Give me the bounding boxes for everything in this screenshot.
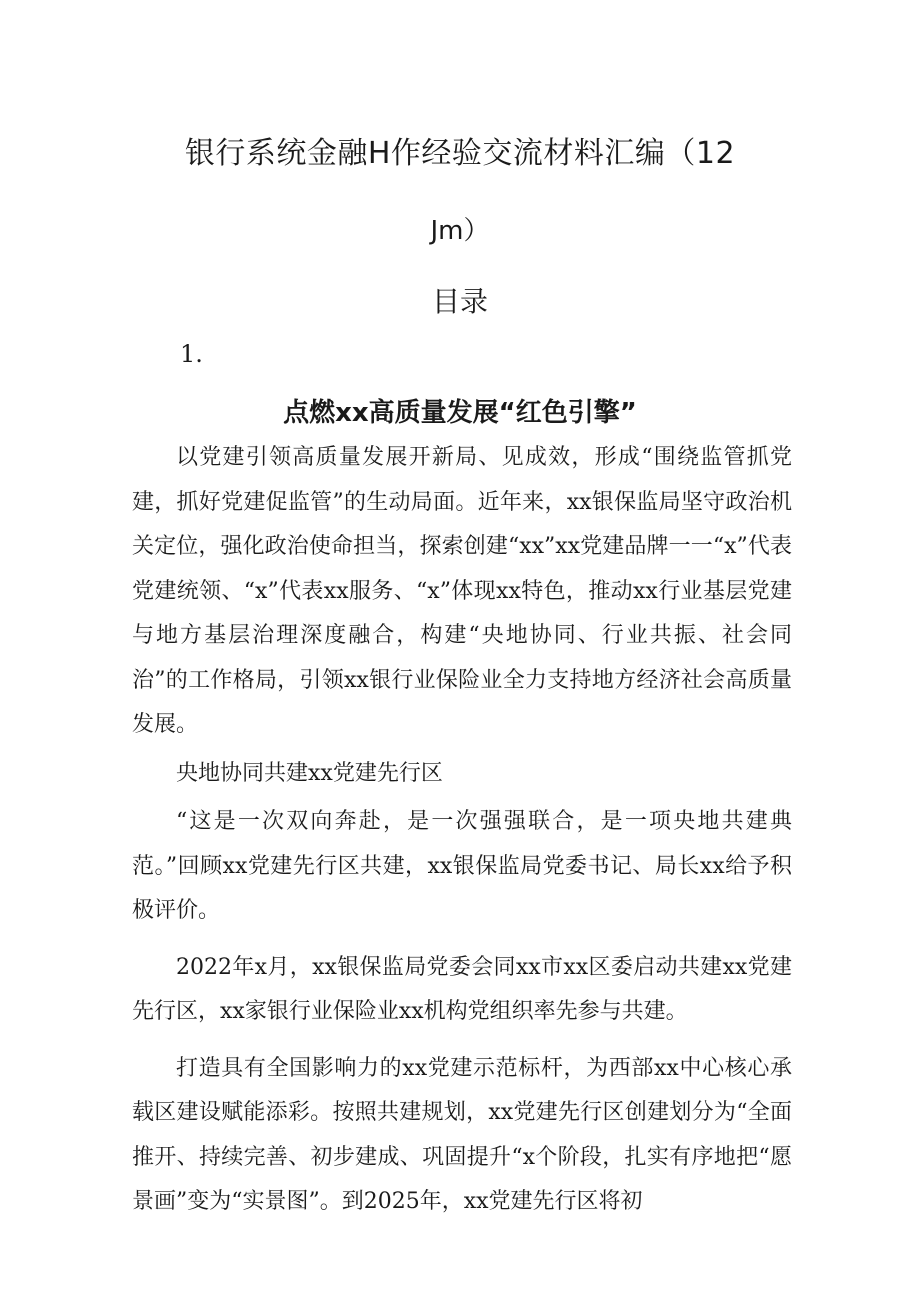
toc-heading: 目录 <box>431 285 488 318</box>
document-body <box>132 436 792 1225</box>
subheading: 央地协同共建xx党建先行区 <box>176 760 443 786</box>
section-title: 点燃xx高质量发展“红色引擎” <box>283 398 637 428</box>
list-number: 1. <box>180 340 203 368</box>
paragraph: “这是一次双向奔赴，是一次强强联合，是一项央地共建典范。”回顾xx党建先行区共建，xx银保监局党委书记、局长xx给予积极评价。 <box>132 809 792 923</box>
document-title-line1: 银行系统金融H作经验交流材料汇编（12 <box>184 136 736 171</box>
paragraph: 以党建引领高质量发展开新局、见成效，形成“围绕监管抓党建，抓好党建促监管”的生动局面。近年来，xx银保监局坚守政治机关定位，强化政治使命担当，探索创建“xx”xx党建品牌一一“x”代表党建统领、“x”代表xx服务、“x”体现xx特色，推动xx行业基层党建与地方基层治理深度融合，构建“央地协同、行业共振、社会同治”的工作格局，引领xx银行业保险业全力支持地方经济社会高质量发展。 <box>132 445 792 737</box>
paragraph: 打造具有全国影响力的xx党建示范标杆，为西部xx中心核心承载区建设赋能添彩。按照共建规划，xx党建先行区创建划分为“全面推开、持续完善、初步建成、巩固提升“x个阶段，扎实有序地把“愿景画”变为“实景图”。到2025年，xx党建先行区将初 <box>132 1055 792 1214</box>
document-title-line2: Jm） <box>430 216 490 246</box>
paragraph: 2022年x月，xx银保监局党委会同xx市xx区委启动共建xx党建先行区，xx家银行业保险业xx机构党组织率先参与共建。 <box>132 954 792 1024</box>
